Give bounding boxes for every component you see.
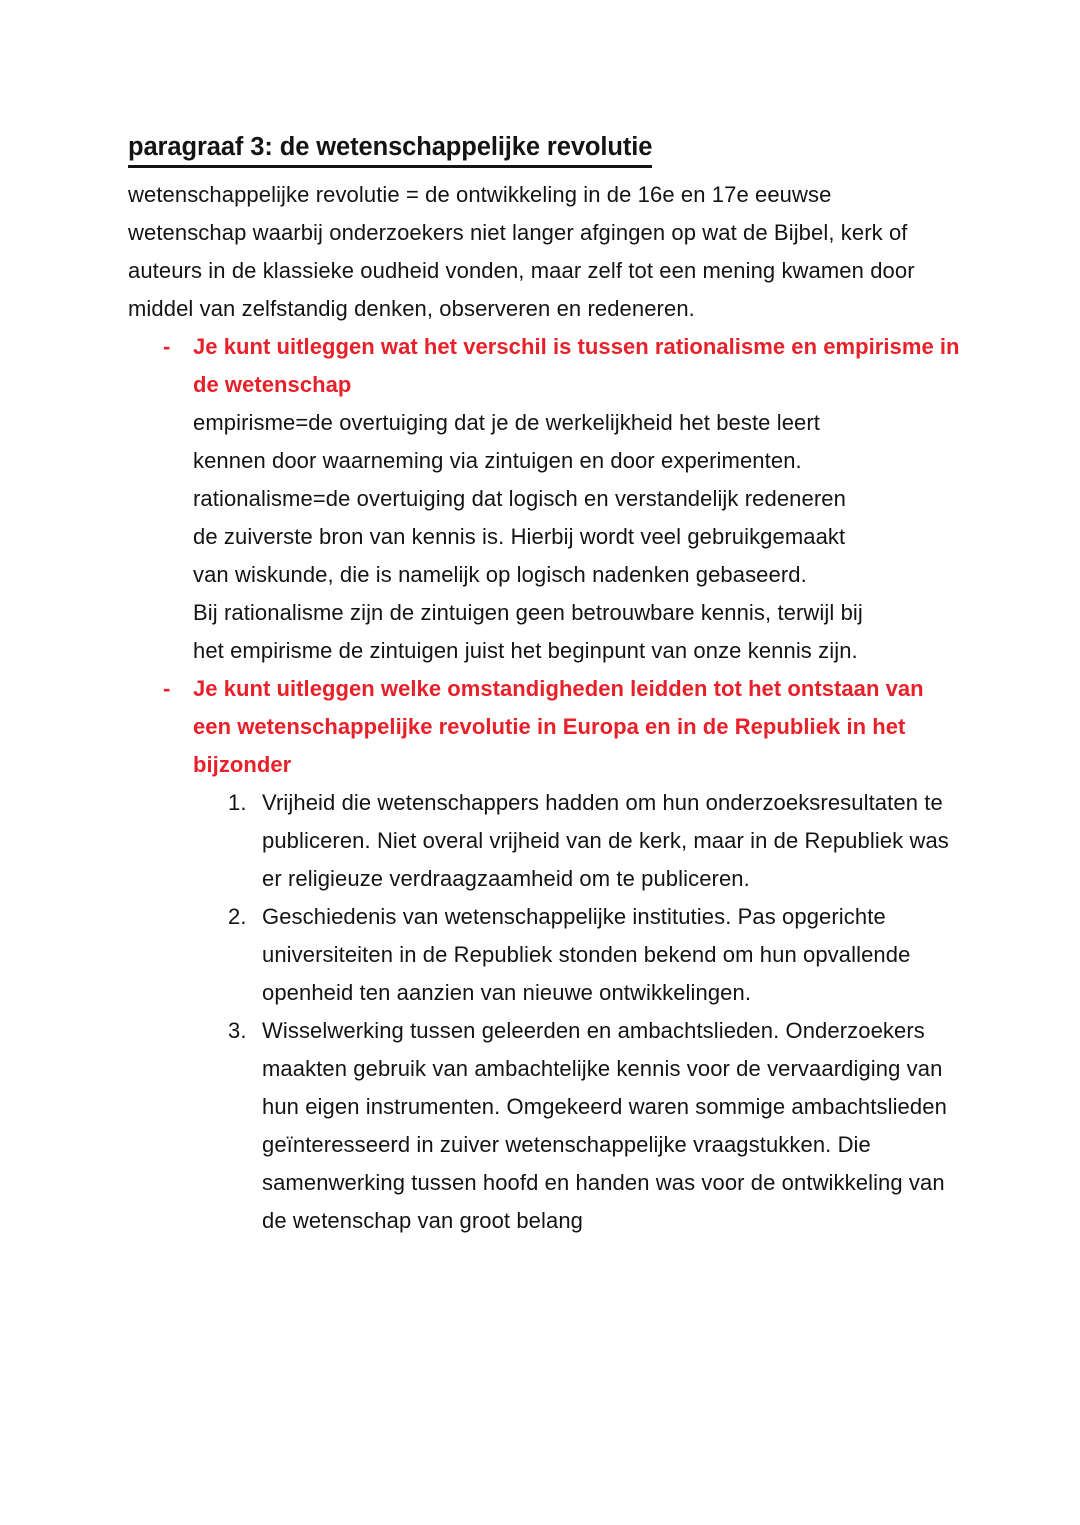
page-title: paragraaf 3: de wetenschappelijke revolutie — [128, 130, 652, 168]
list-item — [228, 898, 962, 1012]
list-item-number: 1. — [228, 790, 247, 815]
explanation-line: Bij rationalisme zijn de zintuigen geen betrouwbare kennis, terwijl bij — [193, 600, 863, 625]
list-item-text: Wisselwerking tussen geleerden en ambachtslieden. Onderzoekers maakten gebruik van ambachtelijke kennis voor de vervaardiging van hun eigen instrumenten. Omgekeerd waren sommige ambachtslieden geïnteresseerd in zuiver wetenschappelijke vraagstukken. Die samenwerking tussen hoofd en handen was voor de ontwikkeling van de wetenschap van groot belang — [262, 1018, 947, 1233]
list-item-text: Vrijheid die wetenschappers hadden om hun onderzoeksresultaten te publiceren. Niet overal vrijheid van de kerk, maar in de Republiek was er religieuze verdraagzaamheid om te publiceren. — [262, 790, 949, 891]
learning-objective-2-label: Je kunt uitleggen welke omstandigheden leidden tot het ontstaan van een wetenschappelijke revolutie in Europa en in de Republiek in het bijzonder — [193, 676, 924, 777]
explanation-line: empirisme=de overtuiging dat je de werkelijkheid het beste leert — [193, 410, 821, 435]
explanation-line: kennen door waarneming via zintuigen en door experimenten. — [193, 448, 802, 473]
learning-objective-2 — [128, 670, 962, 784]
list-item-number: 3. — [228, 1018, 247, 1043]
explanation-line: van wiskunde, die is namelijk op logisch nadenken gebaseerd. — [193, 562, 807, 587]
list-item — [228, 784, 962, 898]
list-item — [228, 1012, 962, 1240]
list-item-number: 2. — [228, 904, 247, 929]
intro-paragraph: wetenschappelijke revolutie = de ontwikkeling in de 16e en 17e eeuwse wetenschap waarbij onderzoekers niet langer afgingen op wat de Bijbel, kerk of auteurs in de klassieke oudheid vonden, maar zelf tot een mening kwamen door middel van zelfstandig denken, observeren en redeneren. — [128, 182, 915, 321]
dash-bullet-icon: - — [163, 334, 171, 359]
explanation-line: het empirisme de zintuigen juist het beginpunt van onze kennis zijn. — [193, 638, 858, 663]
numbered-list — [128, 784, 962, 1240]
learning-objective-1 — [128, 328, 962, 404]
list-item-text: Geschiedenis van wetenschappelijke instituties. Pas opgerichte universiteiten in de Republiek stonden bekend om hun opvallende openheid ten aanzien van nieuwe ontwikkelingen. — [262, 904, 911, 1005]
learning-objective-1-label: Je kunt uitleggen wat het verschil is tussen rationalisme en empirisme in de wetenschap — [193, 334, 960, 397]
explanation-line: rationalisme=de overtuiging dat logisch en verstandelijk redeneren — [193, 486, 846, 511]
explanation-line: de zuiverste bron van kennis is. Hierbij wordt veel gebruikgemaakt — [193, 524, 846, 549]
explanation-block-1 — [128, 404, 962, 670]
dash-bullet-icon: - — [163, 676, 171, 701]
